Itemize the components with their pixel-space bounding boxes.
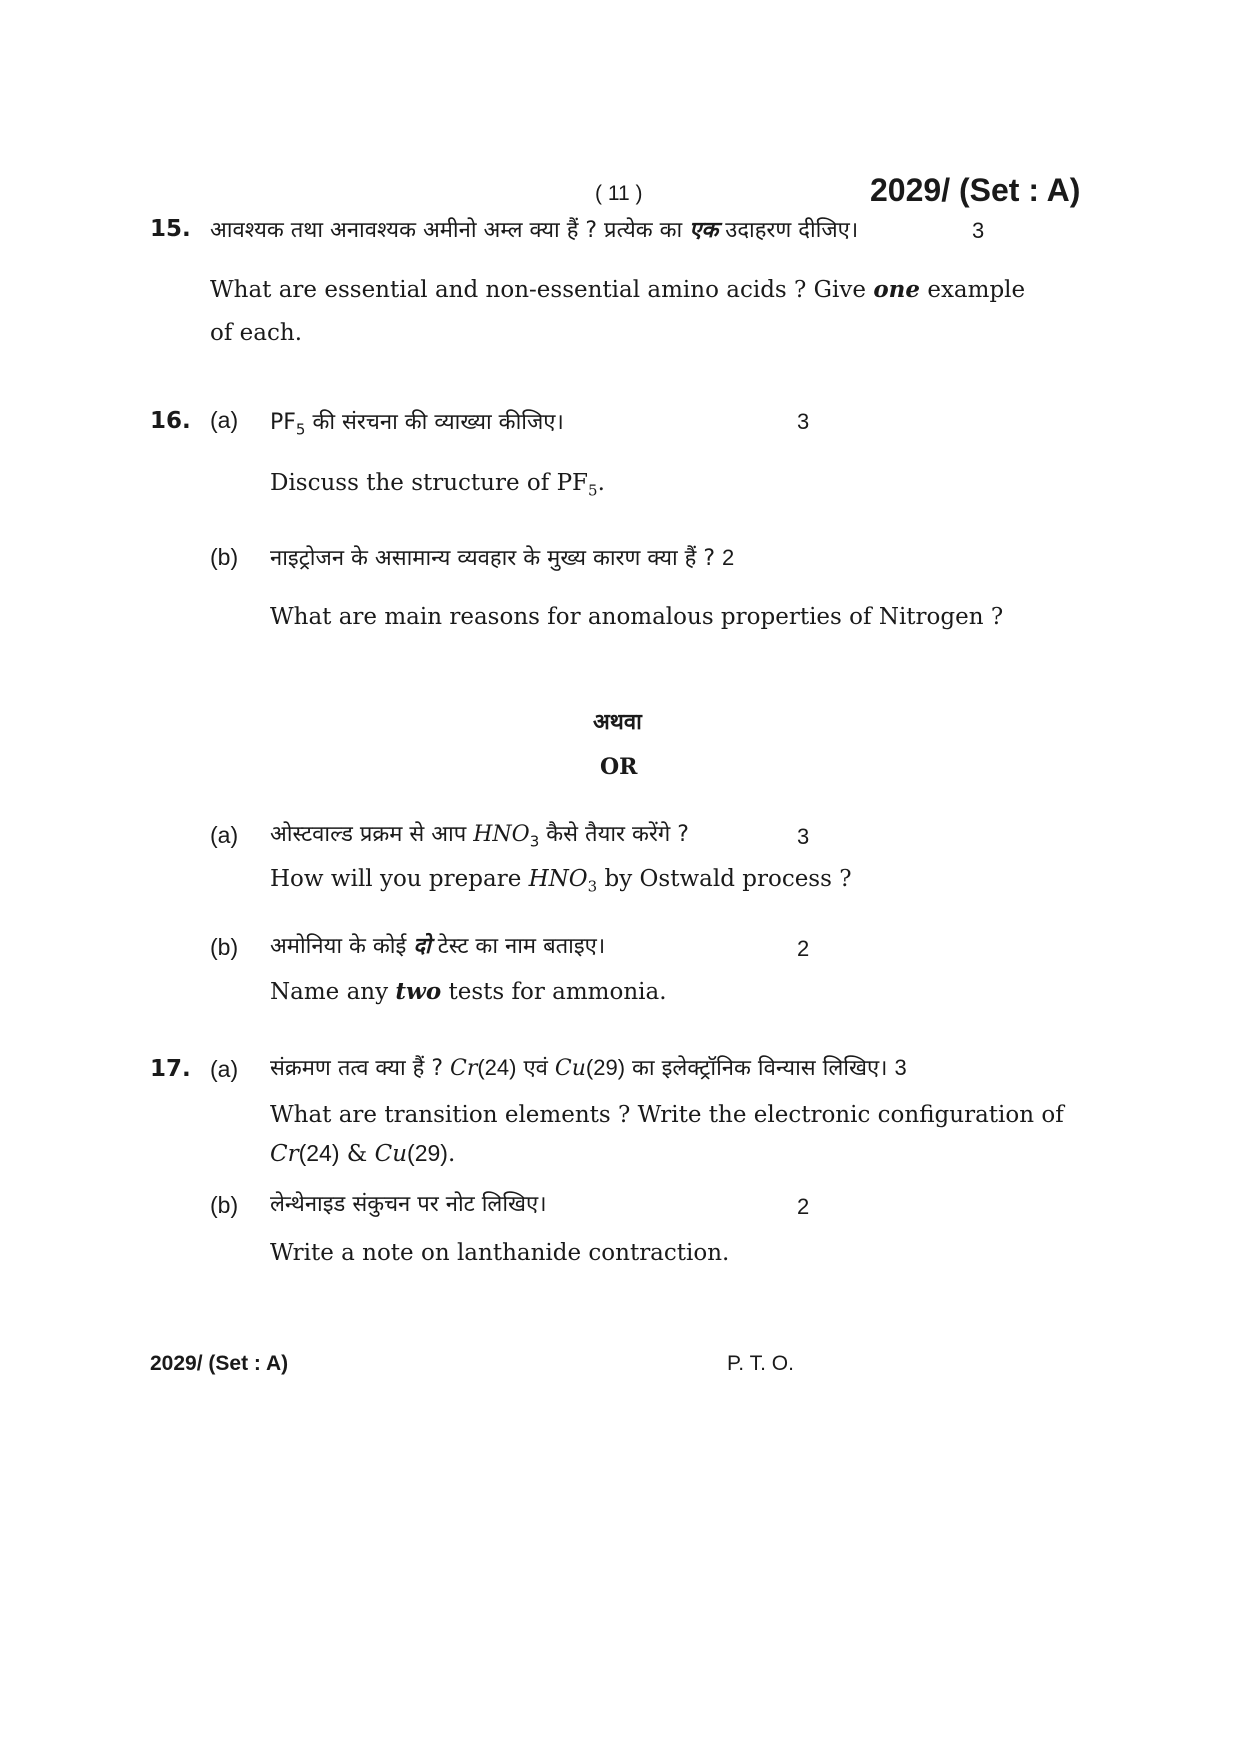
q16-alt-a-hindi: ओस्टवाल्ड प्रक्रम से आप $HNO_3$ कैसे तैयार करेंगे ?: [270, 822, 689, 851]
q17a-hindi: संक्रमण तत्व क्या हैं ? Cr(24) एवं Cu(29) का इलेक्ट्रॉनिक विन्यास लिखिए। 3: [270, 1055, 907, 1081]
q15-english-line2: of each.: [210, 320, 302, 346]
paper-code-footer: 2029/ (Set : A): [150, 1352, 289, 1375]
q16b-hindi: नाइट्रोजन के असामान्य व्यवहार के मुख्य कारण क्या हैं ? 2: [270, 545, 735, 571]
question-number-15: 15.: [150, 216, 191, 242]
pto-label: P. T. O.: [727, 1352, 794, 1375]
or-english: OR: [600, 754, 638, 780]
q17b-label: (b): [210, 1192, 239, 1218]
q16-alt-a-label: (a): [210, 822, 239, 848]
q17b-english: Write a note on lanthanide contraction.: [270, 1240, 730, 1266]
paper-code-header: 2029/ (Set : A): [870, 172, 1081, 208]
q16-alt-b-marks: 2: [797, 936, 810, 961]
q17b-hindi: लेन्थेनाइड संकुचन पर नोट लिखिए।: [270, 1192, 547, 1217]
q16b-english: What are main reasons for anomalous properties of Nitrogen ?: [270, 604, 1004, 630]
q16a-hindi: $PF_5$ की संरचना की व्याख्या कीजिए।: [270, 410, 564, 439]
q16-alt-a-marks: 3: [797, 824, 810, 849]
page-number: ( 11 ): [595, 182, 643, 205]
q17b-marks: 2: [797, 1194, 810, 1219]
q17a-english-line1: What are transition elements ? Write the electronic configuration of: [270, 1102, 1064, 1128]
q17a-label: (a): [210, 1056, 239, 1082]
q15-hindi: आवश्यक तथा अनावश्यक अमीनो अम्ल क्या हैं ? प्रत्येक का एक उदाहरण दीजिए।: [210, 218, 859, 243]
q17a-english-line2: Cr(24) & Cu(29).: [270, 1140, 456, 1167]
question-number-16: 16.: [150, 408, 191, 434]
q15-marks: 3: [972, 218, 985, 243]
q16-alt-b-label: (b): [210, 934, 239, 960]
q16-alt-b-hindi: अमोनिया के कोई दो टेस्ट का नाम बताइए।: [270, 934, 606, 959]
q16a-english: Discuss the structure of $PF_5$.: [270, 470, 605, 500]
question-number-17: 17.: [150, 1056, 191, 1082]
q16a-marks: 3: [797, 409, 810, 434]
or-hindi: अथवा: [593, 710, 642, 735]
q16b-label: (b): [210, 544, 239, 570]
q16a-label: (a): [210, 407, 239, 433]
q16-alt-a-english: How will you prepare $HNO_3$ by Ostwald process ?: [270, 866, 852, 896]
q16-alt-b-english: Name any two tests for ammonia.: [270, 978, 667, 1005]
q15-english-line1: What are essential and non-essential amino acids ? Give one example: [210, 276, 1026, 303]
